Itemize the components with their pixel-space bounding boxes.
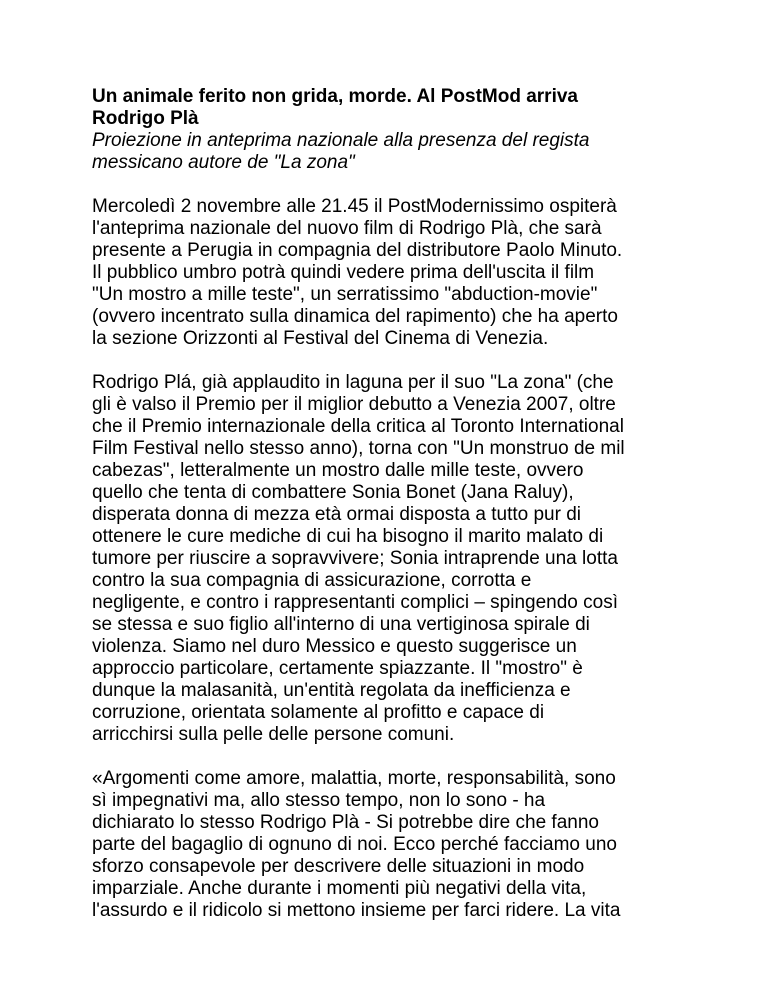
paragraph-line: contro la sua compagnia di assicurazione, corrotta e bbox=[92, 570, 532, 591]
paragraph-line: corruzione, orientata solamente al profitto e capace di bbox=[92, 702, 545, 723]
paragraph-line: approccio particolare, certamente spiazzante. Il "mostro" è bbox=[92, 658, 583, 679]
paragraph-line: sforzo consapevole per descrivere delle situazioni in modo bbox=[92, 856, 585, 877]
article-subtitle bbox=[92, 130, 692, 174]
paragraph-line: l'anteprima nazionale del nuovo film di Rodrigo Plà, che sarà bbox=[92, 218, 602, 239]
paragraph-line: Film Festival nello stesso anno), torna con "Un monstruo de mil bbox=[92, 438, 625, 459]
body-paragraph bbox=[92, 768, 692, 922]
paragraph-line: Mercoledì 2 novembre alle 21.45 il PostModernissimo ospiterà bbox=[92, 196, 617, 217]
paragraph-line: Il pubblico umbro potrà quindi vedere prima dell'uscita il film bbox=[92, 262, 595, 283]
paragraph-line: negligente, e contro i rappresentanti complici – spingendo così bbox=[92, 592, 618, 613]
body-paragraph bbox=[92, 196, 692, 350]
paragraph-line: arricchirsi sulla pelle delle persone comuni. bbox=[92, 724, 455, 745]
paragraph-line: dunque la malasanità, un'entità regolata da inefficienza e bbox=[92, 680, 571, 701]
body-paragraph bbox=[92, 372, 692, 746]
article-body bbox=[92, 196, 692, 922]
paragraph-line: imparziale. Anche durante i momenti più negativi della vita, bbox=[92, 878, 587, 899]
paragraph-line: «Argomenti come amore, malattia, morte, responsabilità, sono bbox=[92, 768, 616, 789]
paragraph-line: gli è valso il Premio per il miglior debutto a Venezia 2007, oltre bbox=[92, 394, 616, 415]
paragraph-line: Rodrigo Plá, già applaudito in laguna per il suo "La zona" (che bbox=[92, 372, 614, 393]
paragraph-line: parte del bagaglio di ognuno di noi. Ecco perché facciamo uno bbox=[92, 834, 617, 855]
title-line: Un animale ferito non grida, morde. Al PostMod arriva bbox=[92, 86, 578, 107]
paragraph-line: presente a Perugia in compagnia del distributore Paolo Minuto. bbox=[92, 240, 623, 261]
title-line: Rodrigo Plà bbox=[92, 108, 199, 129]
paragraph-line: (ovvero incentrato sulla dinamica del rapimento) che ha aperto bbox=[92, 306, 618, 327]
subtitle-line: Proiezione in anteprima nazionale alla presenza del regista bbox=[92, 130, 590, 151]
paragraph-line: se stessa e suo figlio all'interno di una vertiginosa spirale di bbox=[92, 614, 590, 635]
paragraph-line: che il Premio internazionale della critica al Toronto International bbox=[92, 416, 624, 437]
paragraph-line: disperata donna di mezza età ormai disposta a tutto pur di bbox=[92, 504, 582, 525]
paragraph-line: quello che tenta di combattere Sonia Bonet (Jana Raluy), bbox=[92, 482, 574, 503]
paragraph-line: cabezas", letteralmente un mostro dalle mille teste, ovvero bbox=[92, 460, 584, 481]
paragraph-line: l'assurdo e il ridicolo si mettono insieme per farci ridere. La vita bbox=[92, 900, 621, 921]
paragraph-line: ottenere le cure mediche di cui ha bisogno il marito malato di bbox=[92, 526, 604, 547]
article-title bbox=[92, 86, 692, 130]
paragraph-line: "Un mostro a mille teste", un serratissimo "abduction-movie" bbox=[92, 284, 598, 305]
subtitle-line: messicano autore de "La zona" bbox=[92, 152, 355, 173]
paragraph-line: sì impegnativi ma, allo stesso tempo, non lo sono - ha bbox=[92, 790, 546, 811]
paragraph-line: la sezione Orizzonti al Festival del Cinema di Venezia. bbox=[92, 328, 549, 349]
paragraph-line: dichiarato lo stesso Rodrigo Plà - Si potrebbe dire che fanno bbox=[92, 812, 599, 833]
paragraph-line: tumore per riuscire a sopravvivere; Sonia intraprende una lotta bbox=[92, 548, 618, 569]
paragraph-line: violenza. Siamo nel duro Messico e questo suggerisce un bbox=[92, 636, 577, 657]
article bbox=[92, 86, 692, 944]
